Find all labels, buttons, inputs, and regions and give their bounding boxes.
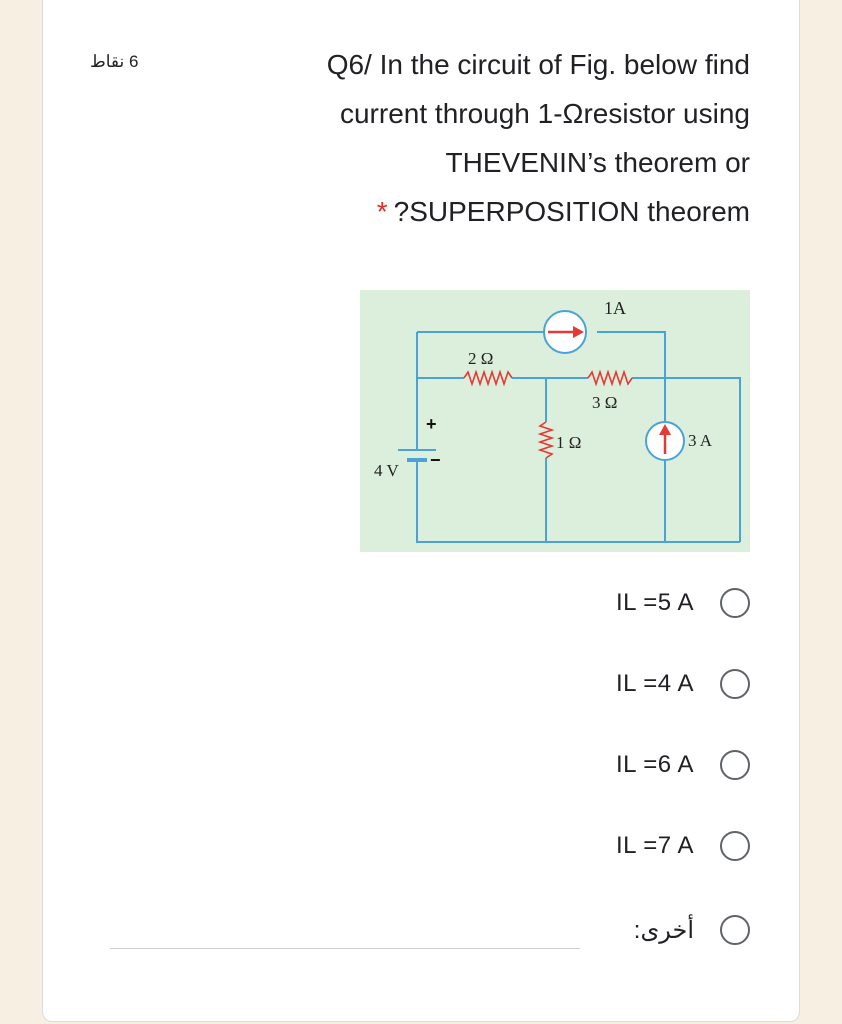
label-2ohm: 2 Ω [468,349,494,368]
label-minus: − [430,450,441,470]
points-label: 6 نقاط [90,52,139,71]
option-il-6a[interactable] [616,745,750,785]
label-plus: + [426,414,437,434]
resistor-1ohm [540,422,552,458]
label-4v: 4 V [374,461,399,480]
option-other[interactable] [634,910,750,950]
radio-button[interactable] [720,588,750,618]
option-label: IL =7 A [615,832,694,859]
question-line-4 [190,187,750,236]
option-il-7a[interactable] [616,826,750,866]
circuit-diagram [360,290,750,552]
option-il-4a[interactable] [616,664,750,704]
other-text-input[interactable] [110,948,580,949]
question-title [190,40,750,236]
option-other-label: أخرى: [633,916,694,944]
option-label: IL =5 A [615,589,694,616]
required-asterisk: * [376,196,388,227]
label-1a: 1A [604,298,626,318]
label-3a: 3 A [688,431,713,450]
question-line-3: THEVENIN’s theorem or [445,147,750,178]
wire-left-bottom [417,472,740,542]
question-line-1: Q6/ In the circuit of Fig. below find [326,49,750,80]
question-line-4-text: ?SUPERPOSITION theorem [393,196,750,227]
wire-mid-right [632,378,740,542]
option-label: IL =4 A [615,670,694,697]
question-line-2: current through 1-Ωresistor using [339,98,750,129]
wire-top-right [597,332,665,378]
label-1ohm: 1 Ω [556,433,582,452]
radio-button[interactable] [720,831,750,861]
radio-button[interactable] [720,915,750,945]
option-il-5a[interactable] [616,583,750,623]
resistor-2ohm [464,372,512,384]
label-3ohm: 3 Ω [592,393,618,412]
circuit-figure [360,290,750,552]
radio-button[interactable] [720,669,750,699]
resistor-3ohm [588,372,632,384]
option-label: IL =6 A [615,751,694,778]
radio-button[interactable] [720,750,750,780]
